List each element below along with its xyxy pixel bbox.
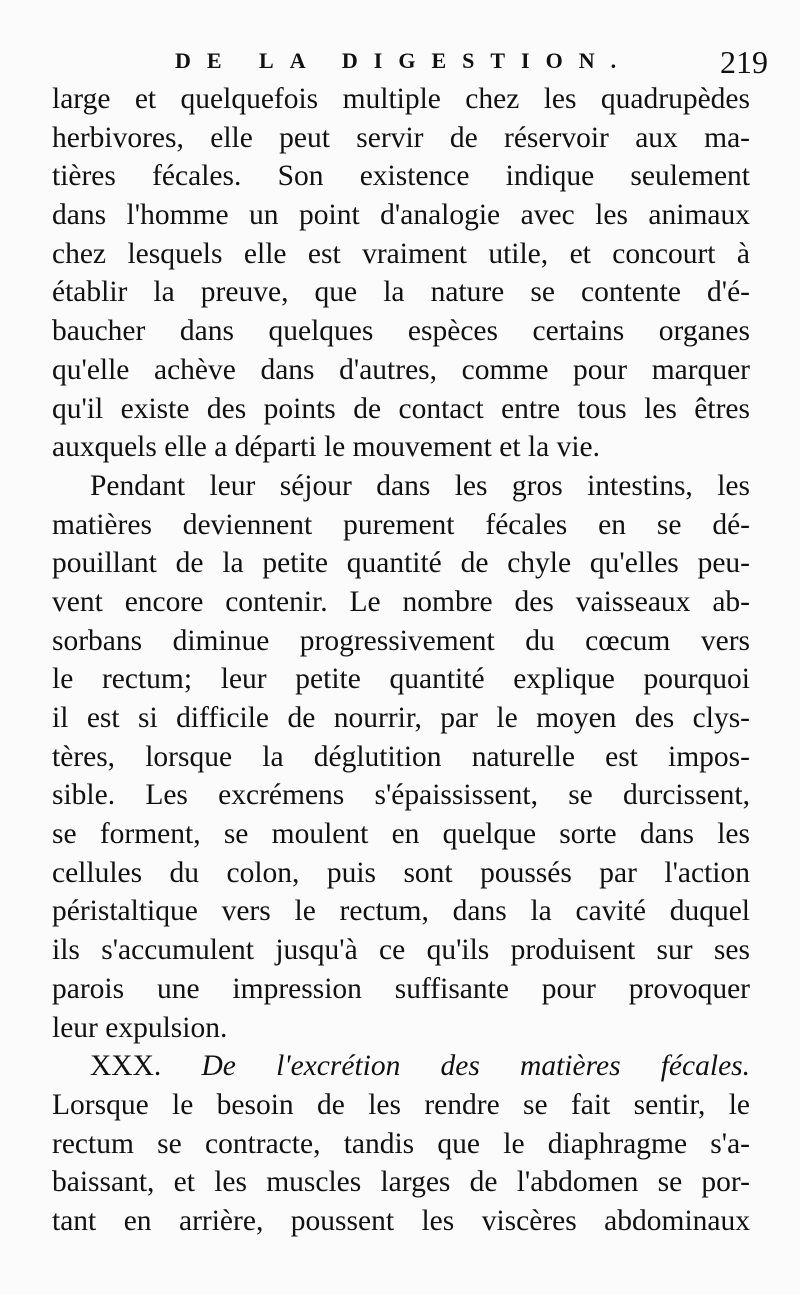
text-line: vent encore contenir. Le nombre des vaisseaux ab- bbox=[52, 585, 750, 618]
text-line: établir la preuve, que la nature se contente d'é- bbox=[52, 276, 750, 309]
text-line: dans l'homme un point d'analogie avec les animaux bbox=[52, 199, 750, 232]
text-line: baucher dans quelques espèces certains organes bbox=[52, 315, 750, 348]
section-title: De l'excrétion des matières fécales. bbox=[201, 1050, 751, 1083]
text-line: rectum se contracte, tandis que le diaphragme s'a- bbox=[52, 1127, 750, 1160]
text-line: il est si difficile de nourrir, par le moyen des clys- bbox=[52, 702, 750, 734]
text-line: large et quelquefois multiple chez les quadrupèdes bbox=[52, 83, 750, 115]
section-number: XXX. bbox=[90, 1050, 162, 1083]
body-text bbox=[52, 80, 750, 1241]
text-line: matières deviennent purement fécales en se dé- bbox=[52, 508, 750, 541]
text-line: sible. Les excrémens s'épaississent, se durcissent, bbox=[52, 779, 750, 812]
text-line: leur expulsion. bbox=[52, 1011, 228, 1044]
page-number: 219 bbox=[720, 44, 768, 80]
running-head bbox=[40, 44, 770, 84]
text-line: le rectum; leur petite quantité explique pourquoi bbox=[52, 663, 750, 696]
text-line: tant en arrière, poussent les viscères abdominaux bbox=[52, 1204, 750, 1237]
text-line: sorbans diminue progressivement du cœcum vers bbox=[52, 624, 750, 657]
text-line: ils s'accumulent jusqu'à ce qu'ils produisent sur ses bbox=[52, 934, 750, 967]
text-line: tières fécales. Son existence indique seulement bbox=[52, 160, 750, 193]
text-line: auxquels elle a départi le mouvement et la vie. bbox=[52, 431, 600, 464]
text-line: Pendant leur séjour dans les gros intestins, les bbox=[90, 469, 750, 502]
text-line: pouillant de la petite quantité de chyle qu'elles peu- bbox=[52, 547, 750, 580]
text-line: cellules du colon, puis sont poussés par l'action bbox=[52, 856, 750, 889]
text-line: péristaltique vers le rectum, dans la cavité duquel bbox=[52, 895, 750, 928]
text-line: Lorsque le besoin de les rendre se fait sentir, le bbox=[52, 1088, 750, 1121]
text-line: se forment, se moulent en quelque sorte dans les bbox=[52, 818, 750, 851]
section-heading bbox=[52, 1047, 750, 1086]
running-title: DE LA DIGESTION. bbox=[175, 48, 633, 73]
text-line: herbivores, elle peut servir de réservoir aux ma- bbox=[52, 121, 750, 154]
text-line: tères, lorsque la déglutition naturelle est impos- bbox=[52, 740, 750, 773]
text-line: qu'elle achève dans d'autres, comme pour marquer bbox=[52, 353, 750, 386]
text-line: chez lesquels elle est vraiment utile, et concourt à bbox=[52, 237, 750, 270]
text-line: parois une impression suffisante pour provoquer bbox=[52, 972, 750, 1005]
text-line: baissant, et les muscles larges de l'abdomen se por- bbox=[52, 1166, 750, 1199]
text-line: qu'il existe des points de contact entre tous les êtres bbox=[52, 392, 750, 425]
